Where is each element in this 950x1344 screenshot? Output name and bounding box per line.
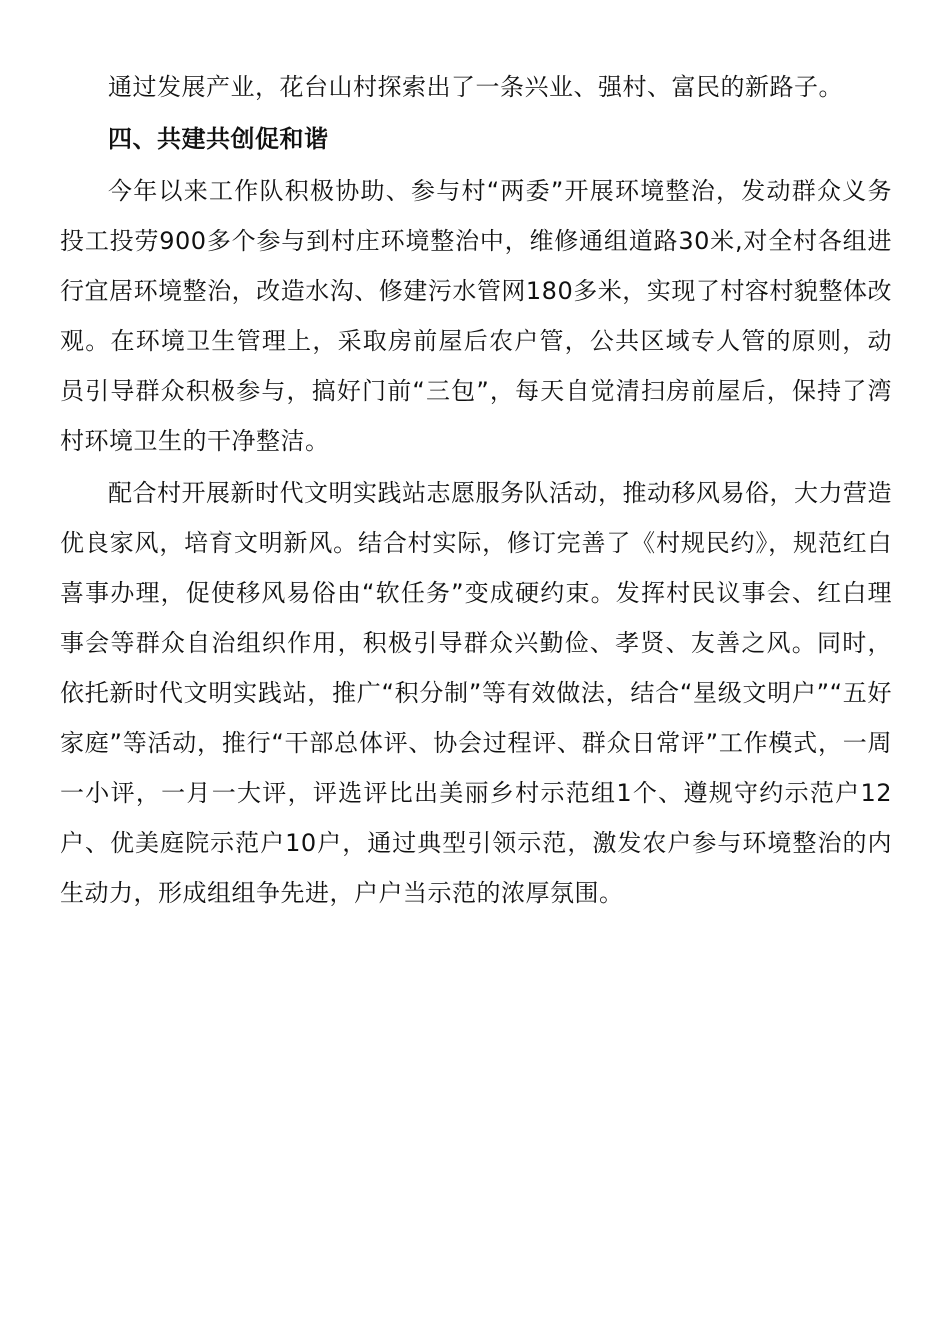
document-body bbox=[60, 62, 892, 918]
civilization-paragraph: 配合村开展新时代文明实践站志愿服务队活动，推动移风易俗，大力营造优良家风，培育文明新风。结合村实际，修订完善了《村规民约》，规范红白喜事办理，促使移风易俗由“软任务”变成硬约束。发挥村民议事会、红白理事会等群众自治组织作用，积极引导群众兴勤俭、孝贤、友善之风。同时，依托新时代文明实践站，推广“积分制”等有效做法，结合“星级文明户”“五好家庭”等活动，推行“干部总体评、协会过程评、群众日常评”工作模式，一周一小评，一月一大评，评选评比出美丽乡村示范组1个、遵规守约示范户12户、优美庭院示范户10户，通过典型引领示范，激发农户参与环境整治的内生动力，形成组组争先进，户户当示范的浓厚氛围。 bbox=[60, 479, 892, 907]
intro-paragraph: 通过发展产业，花台山村探索出了一条兴业、强村、富民的新路子。 bbox=[108, 73, 843, 101]
section-heading: 四、共建共创促和谐 bbox=[108, 125, 329, 153]
environment-paragraph: 今年以来工作队积极协助、参与村“两委”开展环境整治，发动群众义务投工投劳900多个参与到村庄环境整治中，维修通组道路30米,对全村各组进行宜居环境整治，改造水沟、修建污水管网180多米，实现了村容村貌整体改观。在环境卫生管理上，采取房前屋后农户管，公共区域专人管的原则，动员引导群众积极参与，搞好门前“三包”，每天自觉清扫房前屋后，保持了湾村环境卫生的干净整洁。 bbox=[60, 177, 892, 455]
